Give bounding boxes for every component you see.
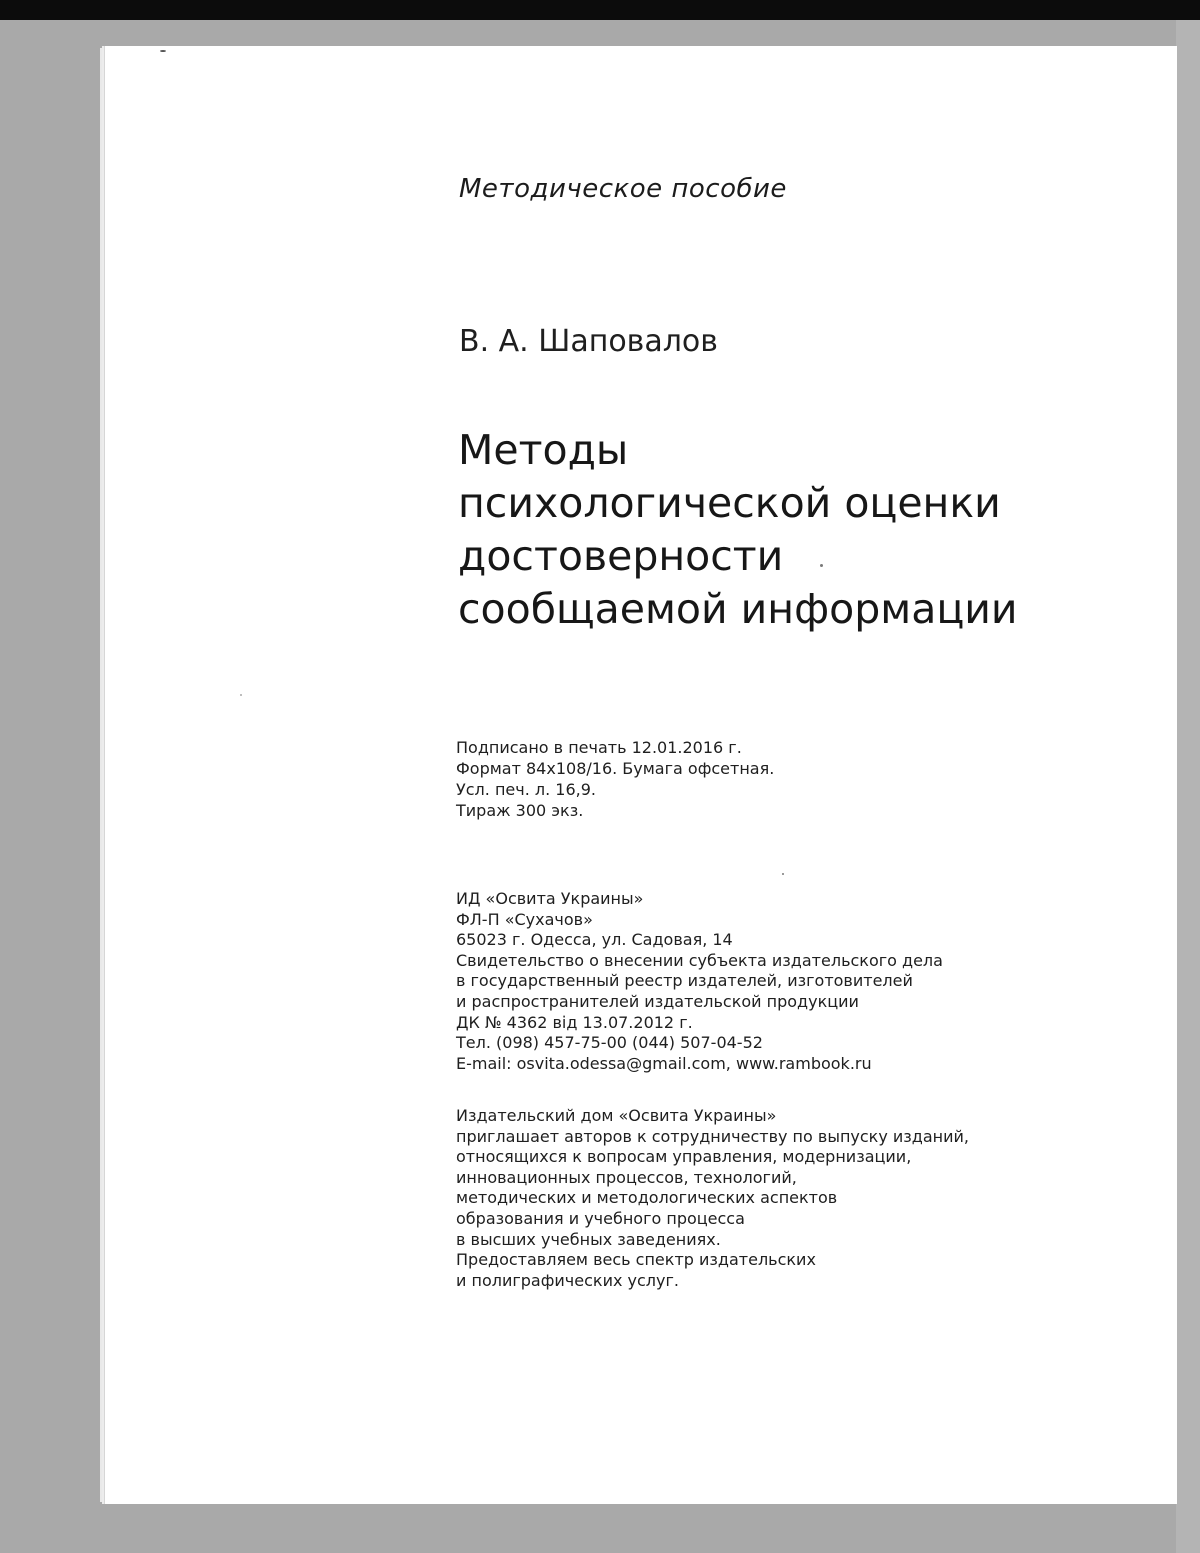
publisher-line: в государственный реестр издателей, изготовителей — [456, 971, 913, 991]
scanner-right-margin — [1176, 20, 1200, 1553]
scan-speck — [782, 873, 784, 875]
publisher-line: Тел. (098) 457-75-00 (044) 507-04-52 — [456, 1033, 763, 1053]
book-title — [458, 424, 1018, 636]
publisher-line: ИД «Освита Украины» — [456, 889, 644, 908]
scan-speck — [820, 564, 823, 567]
print-line: Подписано в печать 12.01.2016 г. — [456, 738, 742, 757]
title-line: достоверности — [458, 532, 784, 580]
invitation-line: приглашает авторов к сотрудничеству по выпуску изданий, — [456, 1126, 970, 1146]
print-line: Тираж 300 экз. — [456, 801, 584, 820]
author-invitation — [456, 1106, 969, 1291]
print-line: Формат 84x108/16. Бумага офсетная. — [456, 759, 775, 778]
title-line: психологической оценки — [458, 479, 1001, 527]
invitation-line: в высших учебных заведениях. — [456, 1229, 721, 1249]
publisher-line: и распространителей издательской продукции — [456, 991, 859, 1011]
author-name: В. А. Шаповалов — [459, 324, 718, 359]
scan-top-border — [0, 0, 1200, 20]
invitation-line: и полиграфических услуг. — [456, 1270, 679, 1290]
invitation-line: Издательский дом «Освита Украины» — [456, 1106, 777, 1125]
print-line: Усл. печ. л. 16,9. — [456, 780, 596, 799]
title-line: сообщаемой информации — [458, 585, 1018, 633]
invitation-line: Предоставляем весь спектр издательских — [456, 1250, 816, 1270]
series-label: Методическое пособие — [459, 174, 787, 204]
title-line: Методы — [458, 426, 629, 474]
publisher-contact-line: E-mail: osvita.odessa@gmail.com, www.rambook.ru — [456, 1053, 872, 1073]
scan-speck — [240, 694, 242, 696]
publisher-details — [456, 889, 943, 1074]
publisher-line: ДК № 4362 від 13.07.2012 г. — [456, 1012, 693, 1032]
invitation-line: методических и методологических аспектов — [456, 1188, 838, 1208]
print-details — [456, 737, 774, 821]
invitation-line: относящихся к вопросам управления, модернизации, — [456, 1147, 912, 1167]
invitation-line: образования и учебного процесса — [456, 1208, 745, 1228]
publisher-line: ФЛ-П «Сухачов» — [456, 909, 593, 929]
publisher-line: 65023 г. Одесса, ул. Садовая, 14 — [456, 930, 733, 950]
scan-speck — [160, 50, 166, 52]
invitation-line: инновационных процессов, технологий, — [456, 1167, 797, 1187]
publisher-line: Свидетельство о внесении субъекта издательского дела — [456, 950, 943, 970]
